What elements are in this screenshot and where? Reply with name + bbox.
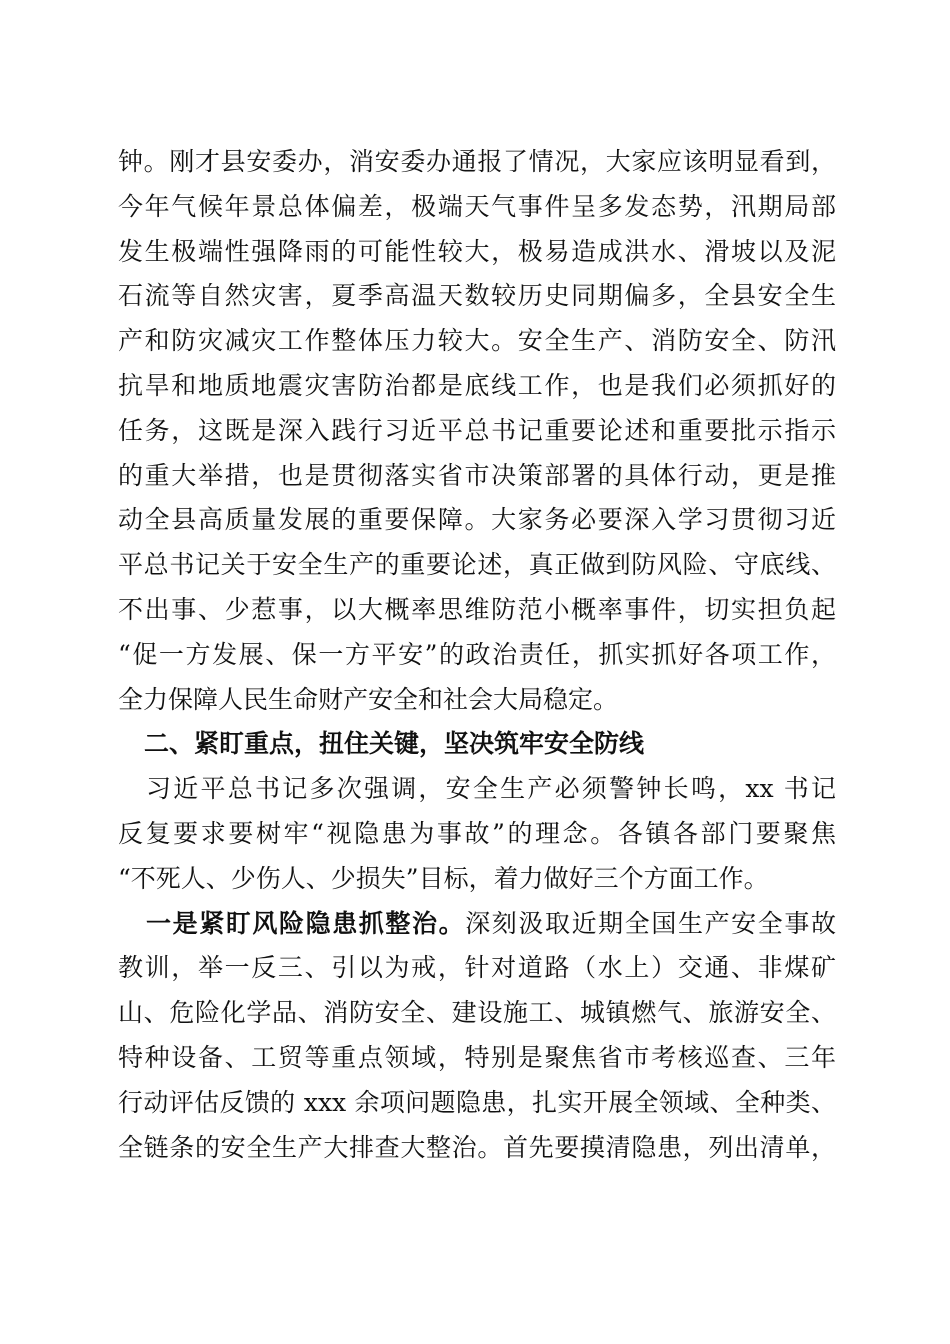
paragraph-section2-intro xyxy=(118,767,836,901)
section-heading: 二、紧盯重点，扭住关键，坚决筑牢安全防线 xyxy=(144,729,645,759)
text-line xyxy=(118,902,836,947)
text-line: 抗旱和地质地震灾害防治都是底线工作，也是我们必须抓好的 xyxy=(118,370,836,400)
text-line: 发生极端性强降雨的可能性较大，极易造成洪水、滑坡以及泥 xyxy=(118,236,836,266)
text-line: 石流等自然灾害，夏季高温天数较历史同期偏多，全县安全生 xyxy=(118,281,836,311)
text-line: 教训，举一反三、引以为戒，针对道路（水上）交通、非煤矿 xyxy=(118,953,836,983)
text-line: 全链条的安全生产大排查大整治。首先要摸清隐患，列出清单， xyxy=(118,1132,836,1162)
text-line: 全力保障人民生命财产安全和社会大局稳定。 xyxy=(118,684,619,714)
text-line: 的重大举措，也是贯彻落实省市决策部署的具体行动，更是推 xyxy=(118,460,836,490)
point-text: 深刻汲取近期全国生产安全事故 xyxy=(465,908,836,938)
text-line: 山、危险化学品、消防安全、建设施工、城镇燃气、旅游安全、 xyxy=(118,998,836,1028)
text-line: 动全县高质量发展的重要保障。大家务必要深入学习贯彻习近 xyxy=(118,505,836,535)
paragraph-point1 xyxy=(118,902,836,1171)
text-line: “促一方发展、保一方平安”的政治责任，抓实抓好各项工作， xyxy=(118,639,836,669)
text-line: 钟。刚才县安委办，消安委办通报了情况，大家应该明显看到， xyxy=(118,147,836,176)
text-line: 今年气候年景总体偏差，极端天气事件呈多发态势，汛期局部 xyxy=(118,191,836,221)
text-line: 习近平总书记多次强调，安全生产必须警钟长鸣，xx 书记 xyxy=(146,774,836,804)
text-line: 产和防灾减灾工作整体压力较大。安全生产、消防安全、防汛 xyxy=(118,326,836,356)
paragraph-section1-tail xyxy=(118,140,836,722)
text-line: 不出事、少惹事，以大概率思维防范小概率事件，切实担负起 xyxy=(118,594,836,624)
text-line: “不死人、少伤人、少损失”目标，着力做好三个方面工作。 xyxy=(118,863,769,893)
point-lead: 一是紧盯风险隐患抓整治。 xyxy=(146,908,466,938)
text-line: 特种设备、工贸等重点领域，特别是聚焦省市考核巡查、三年 xyxy=(118,1042,836,1072)
text-line: 平总书记关于安全生产的重要论述，真正做到防风险、守底线、 xyxy=(118,550,836,580)
text-line: 任务，这既是深入践行习近平总书记重要论述和重要批示指示 xyxy=(118,415,836,445)
text-line: 反复要求要树牢“视隐患为事故”的理念。各镇各部门要聚焦 xyxy=(118,818,836,848)
document-page xyxy=(118,140,836,1170)
text-line: 行动评估反馈的 xxx 余项问题隐患，扎实开展全领域、全种类、 xyxy=(118,1087,836,1117)
